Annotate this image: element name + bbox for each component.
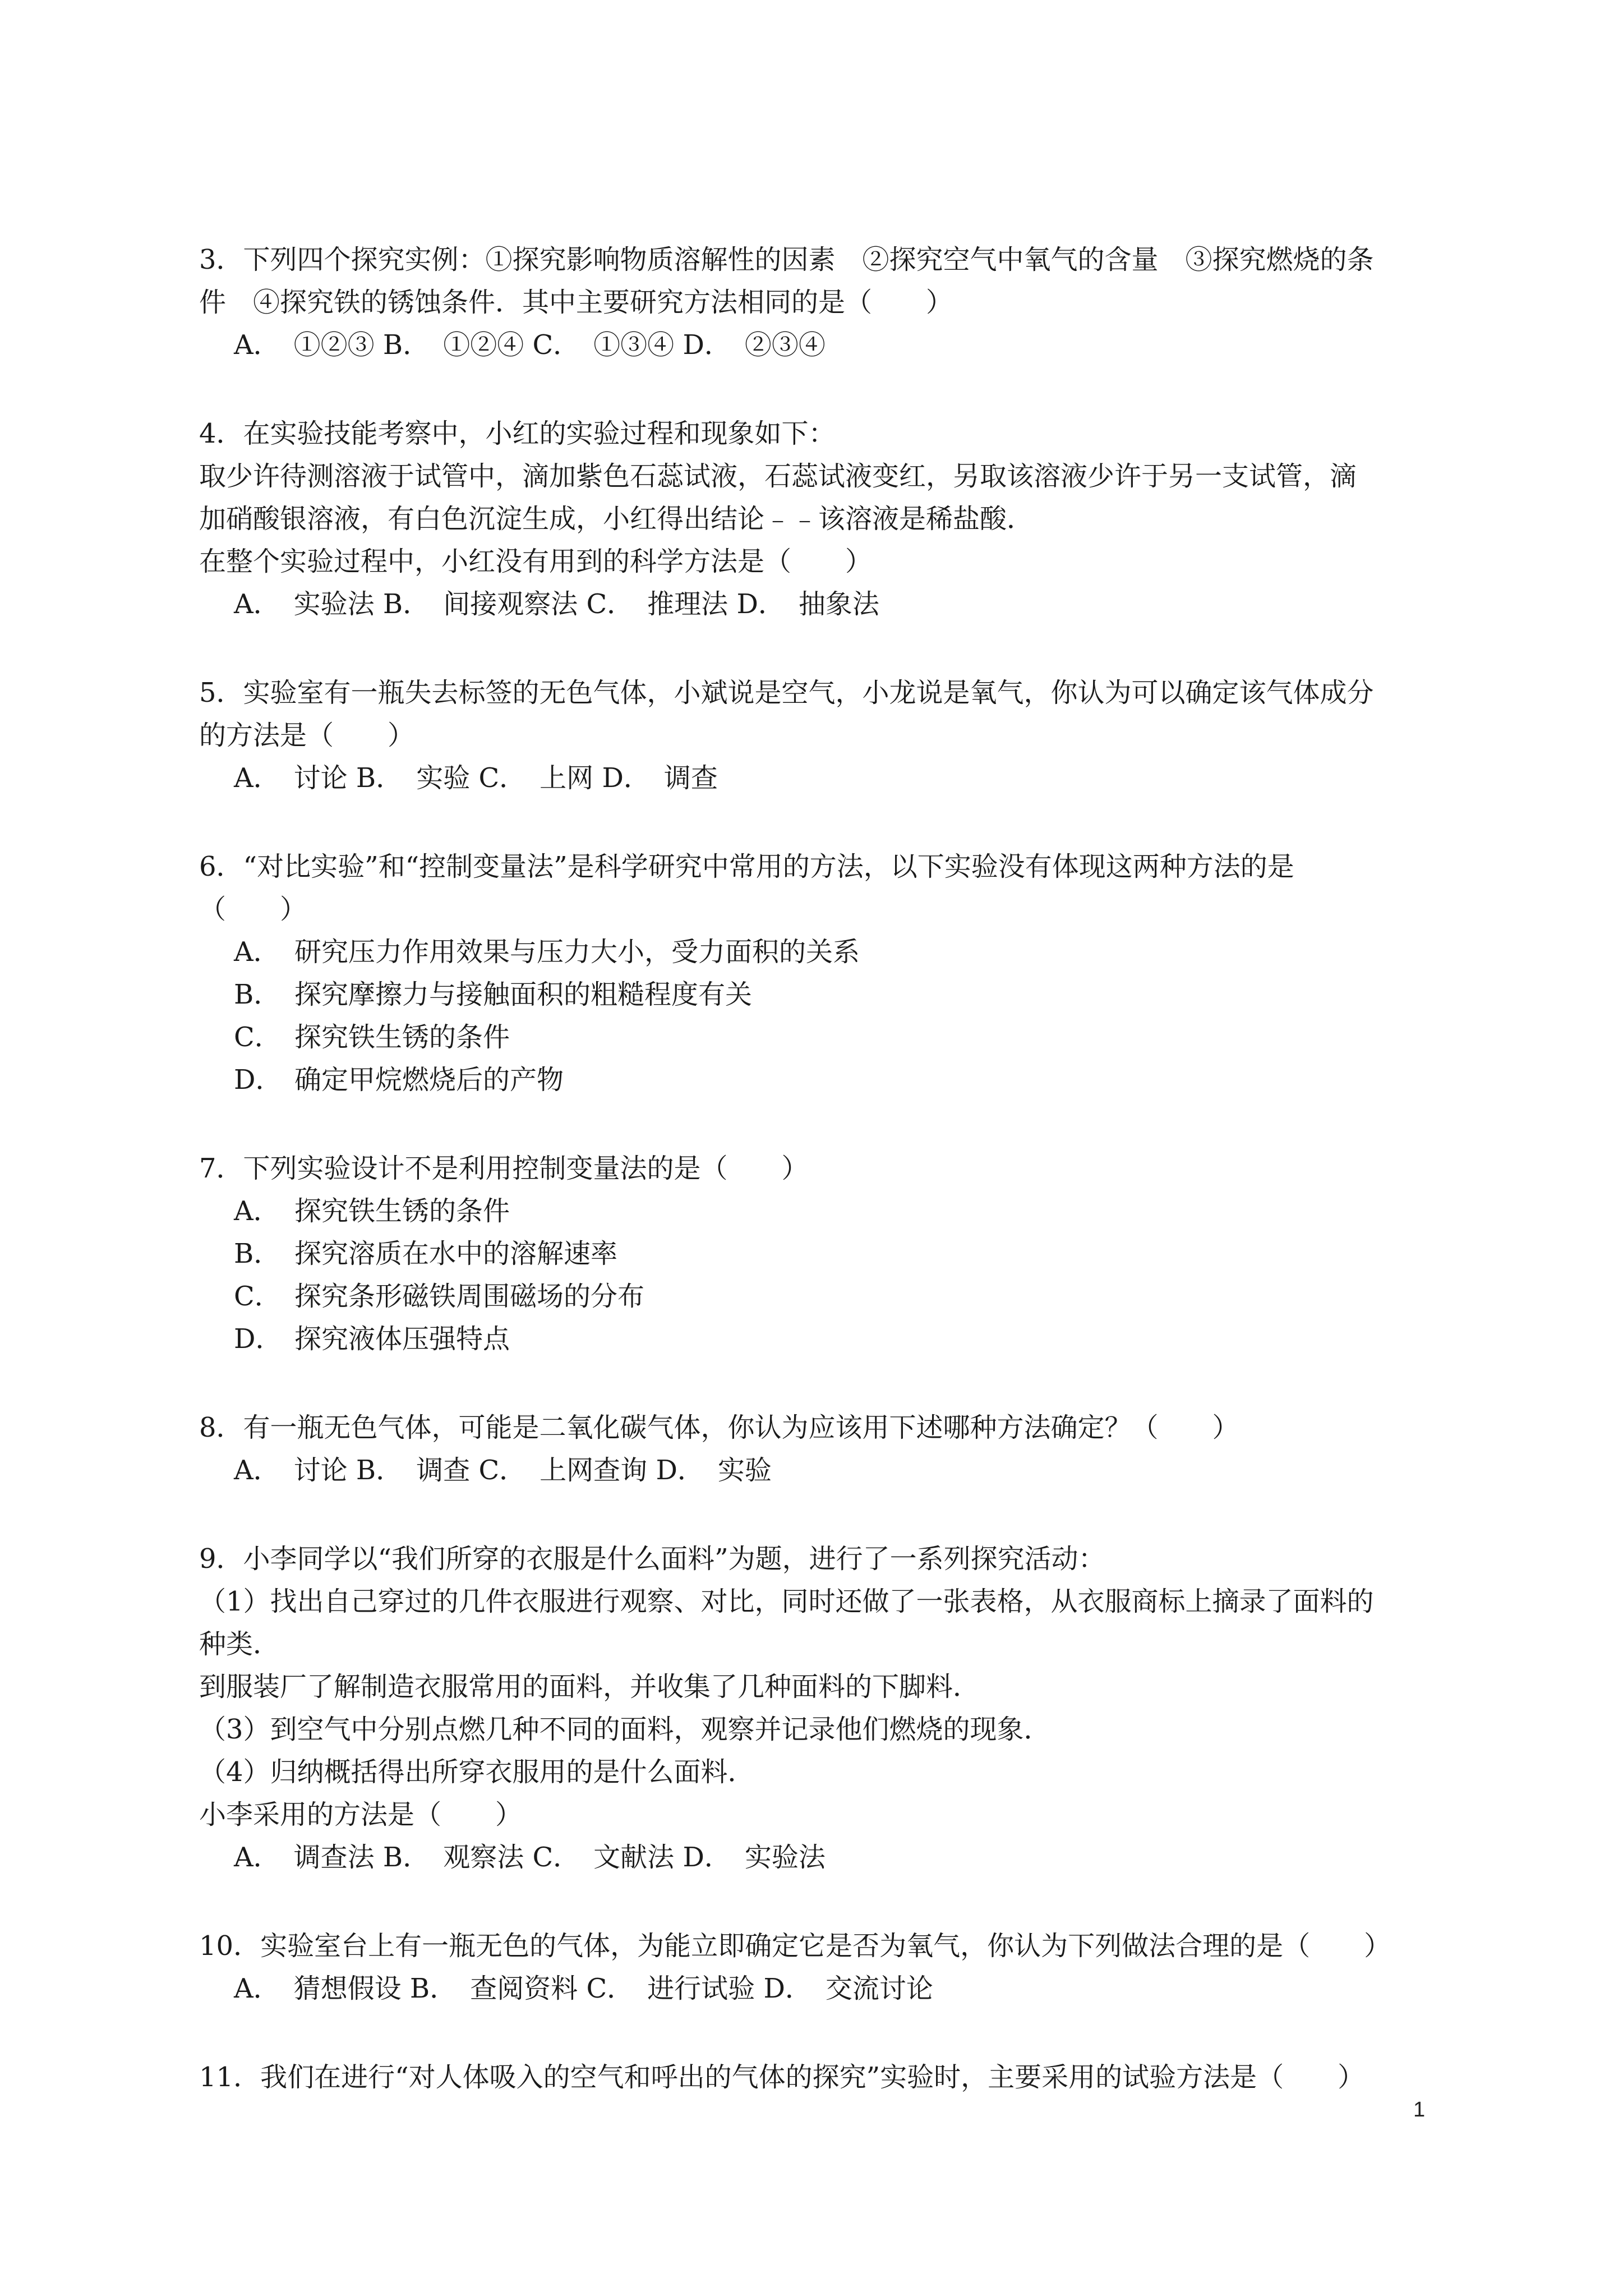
option-text: 确定甲烷燃烧后的产物 xyxy=(294,1064,564,1096)
option-letter: C． xyxy=(234,1281,282,1312)
question-3-stem-line-2: 件 ④探究铁的锈蚀条件．其中主要研究方法相同的是（ ） xyxy=(199,287,953,318)
question-11 xyxy=(199,2056,1450,2099)
option-text: 探究摩擦力与接触面积的粗糙程度有关 xyxy=(294,979,753,1010)
option-text: 探究溶质在水中的溶解速率 xyxy=(294,1238,618,1269)
question-5-options: A． 讨论 B． 实验 C． 上网 D． 调查 xyxy=(234,762,718,794)
option-letter: D． xyxy=(234,1064,283,1096)
question-11-stem-line-1: 11．我们在进行“对人体吸入的空气和呼出的气体的探究”实验时，主要采用的试验方法是（ ） xyxy=(199,2062,1365,2093)
option-letter: A． xyxy=(234,936,280,968)
question-4-stem-line-1: 4．在实验技能考察中，小红的实验过程和现象如下： xyxy=(199,418,836,449)
question-8 xyxy=(199,1406,1450,1492)
question-9-stem-line-4: 到服装厂了解制造衣服常用的面料，并收集了几种面料的下脚料． xyxy=(199,1671,980,1703)
question-7-option-b xyxy=(199,1232,1450,1275)
question-6 xyxy=(199,845,1450,1101)
question-9-stem-line-2: （1）找出自己穿过的几件衣服进行观察、对比，同时还做了一张表格，从衣服商标上摘录了面料的 xyxy=(199,1586,1374,1617)
question-8-stem-line-1: 8．有一瓶无色气体，可能是二氧化碳气体，你认为应该用下述哪种方法确定？（ ） xyxy=(199,1412,1239,1443)
question-6-stem-line-2: （ ） xyxy=(199,894,307,925)
page-number: 1 xyxy=(1413,2098,1426,2122)
question-7-option-c xyxy=(199,1275,1450,1318)
question-10-options: A． 猜想假设 B． 查阅资料 C． 进行试验 D． 交流讨论 xyxy=(234,1973,933,2004)
question-9-stem-line-7: 小李采用的方法是（ ） xyxy=(199,1799,523,1830)
question-6-stem-line-1: 6．“对比实验”和“控制变量法”是科学研究中常用的方法，以下实验没有体现这两种方法的是 xyxy=(199,851,1294,882)
question-6-option-a xyxy=(199,931,1450,973)
question-3-options: A． ①②③ B． ①②④ C． ①③④ D． ②③④ xyxy=(234,329,826,361)
question-4-stem-line-4: 在整个实验过程中，小红没有用到的科学方法是（ ） xyxy=(199,546,873,577)
question-9 xyxy=(199,1538,1450,1879)
question-4-options: A． 实验法 B． 间接观察法 C． 推理法 D． 抽象法 xyxy=(234,588,879,620)
option-text: 研究压力作用效果与压力大小，受力面积的关系 xyxy=(294,936,860,968)
question-9-stem-line-1: 9．小李同学以“我们所穿的衣服是什么面料”为题，进行了一系列探究活动： xyxy=(199,1543,1105,1575)
question-5-stem-line-1: 5．实验室有一瓶失去标签的无色气体，小斌说是空气，小龙说是氧气，你认为可以确定该气体成分 xyxy=(199,677,1374,708)
question-6-option-b xyxy=(199,973,1450,1016)
option-text: 探究铁生锈的条件 xyxy=(294,1022,510,1053)
question-9-stem-line-5: （3）到空气中分别点燃几种不同的面料，观察并记录他们燃烧的现象． xyxy=(199,1714,1051,1745)
option-letter: D． xyxy=(234,1323,283,1355)
option-text: 探究条形磁铁周围磁场的分布 xyxy=(294,1281,645,1312)
question-8-options: A． 讨论 B． 调查 C． 上网查询 D． 实验 xyxy=(234,1455,772,1486)
option-letter: B． xyxy=(234,1238,281,1269)
question-list xyxy=(199,238,1450,2145)
question-3-stem-line-1: 3．下列四个探究实例：①探究影响物质溶解性的因素 ②探究空气中氧气的含量 ③探究燃烧的条 xyxy=(199,244,1374,275)
question-5 xyxy=(199,671,1450,799)
question-6-option-list xyxy=(199,931,1450,1101)
question-9-options: A． 调查法 B． 观察法 C． 文献法 D． 实验法 xyxy=(234,1842,826,1873)
question-6-option-d xyxy=(199,1059,1450,1101)
question-4 xyxy=(199,412,1450,625)
question-7-option-a xyxy=(199,1190,1450,1232)
question-3 xyxy=(199,238,1450,366)
question-7 xyxy=(199,1147,1450,1360)
question-5-stem-line-2: 的方法是（ ） xyxy=(199,720,415,751)
question-7-stem-line-1: 7．下列实验设计不是利用控制变量法的是（ ） xyxy=(199,1153,809,1184)
option-letter: C． xyxy=(234,1022,282,1053)
question-10-stem-line-1: 10．实验室台上有一瓶无色的气体，为能立即确定它是否为氧气，你认为下列做法合理的是（ ） xyxy=(199,1930,1391,1962)
option-letter: A． xyxy=(234,1195,280,1227)
option-text: 探究铁生锈的条件 xyxy=(294,1195,510,1227)
question-7-option-list xyxy=(199,1190,1450,1360)
question-7-option-d xyxy=(199,1318,1450,1360)
question-4-stem-line-2: 取少许待测溶液于试管中，滴加紫色石蕊试液，石蕊试液变红，另取该溶液少许于另一支试管，滴 xyxy=(199,461,1357,492)
question-6-option-c xyxy=(199,1016,1450,1059)
question-9-stem-line-3: 种类． xyxy=(199,1628,280,1660)
question-4-stem-line-3: 加硝酸银溶液，有白色沉淀生成，小红得出结论﹣﹣该溶液是稀盐酸． xyxy=(199,503,1034,535)
question-9-stem-line-6: （4）归纳概括得出所穿衣服用的是什么面料． xyxy=(199,1756,755,1788)
option-text: 探究液体压强特点 xyxy=(294,1323,510,1355)
question-10 xyxy=(199,1925,1450,2010)
option-letter: B． xyxy=(234,979,281,1010)
